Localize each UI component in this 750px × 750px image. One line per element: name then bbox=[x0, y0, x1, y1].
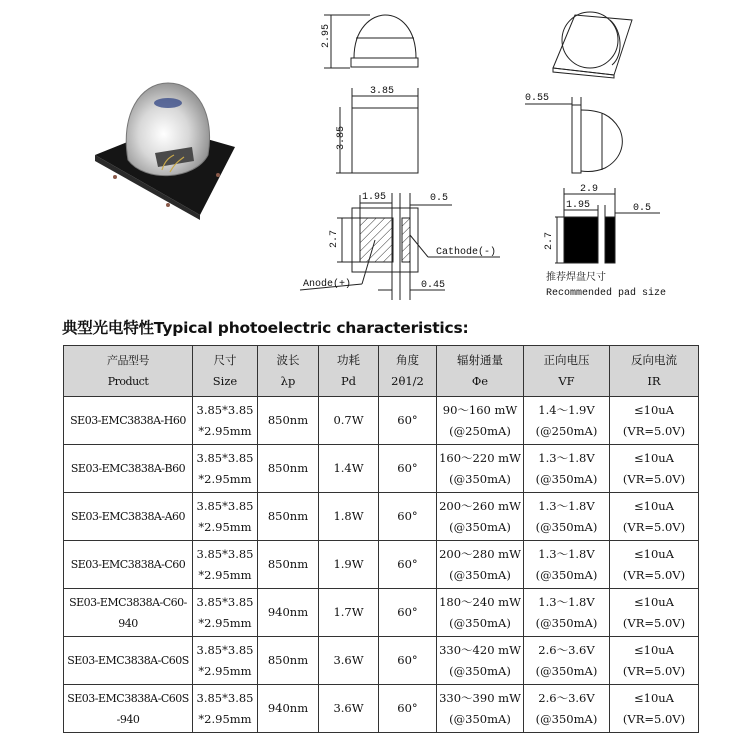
cell-product: SE03-EMC3838A-C60- 940 bbox=[64, 589, 193, 637]
cell-power: 3.6W bbox=[319, 637, 379, 685]
pad-a-width-label: 1.95 bbox=[362, 192, 387, 203]
cell-ir: ≤10uA (VR=5.0V) bbox=[610, 637, 699, 685]
cell-product: SE03-EMC3838A-C60S bbox=[64, 637, 193, 685]
cell-power: 0.7W bbox=[319, 397, 379, 445]
cathode-label: Cathode(-) bbox=[436, 247, 497, 258]
cell-power: 1.8W bbox=[319, 493, 379, 541]
bottom-view-drawing bbox=[300, 192, 500, 300]
rec-title-cn: 推荐焊盘尺寸 bbox=[546, 273, 606, 284]
cell-wavelength: 850nm bbox=[258, 397, 319, 445]
cell-size: 3.85*3.85 *2.95mm bbox=[193, 685, 258, 733]
cell-wavelength: 940nm bbox=[258, 589, 319, 637]
header-flux: 辐射通量 Φe bbox=[437, 346, 524, 397]
cell-ir: ≤10uA (VR=5.0V) bbox=[610, 397, 699, 445]
cell-flux: 330～420 mW (@350mA) bbox=[437, 637, 524, 685]
cell-power: 1.7W bbox=[319, 589, 379, 637]
anode-label: Anode(+) bbox=[303, 279, 352, 290]
cell-wavelength: 850nm bbox=[258, 445, 319, 493]
isometric-outline-drawing bbox=[553, 12, 632, 78]
cell-power: 1.4W bbox=[319, 445, 379, 493]
cell-size: 3.85*3.85 *2.95mm bbox=[193, 493, 258, 541]
cell-product: SE03-EMC3838A-H60 bbox=[64, 397, 193, 445]
cell-ir: ≤10uA (VR=5.0V) bbox=[610, 493, 699, 541]
cell-ir: ≤10uA (VR=5.0V) bbox=[610, 541, 699, 589]
header-ir: 反向电流 IR bbox=[610, 346, 699, 397]
cell-flux: 200～260 mW (@350mA) bbox=[437, 493, 524, 541]
pad-gap-label: 0.5 bbox=[430, 193, 449, 204]
table-row bbox=[64, 589, 699, 637]
cell-angle: 60° bbox=[379, 493, 437, 541]
section-title: 典型光电特性Typical photoelectric characteristics: bbox=[62, 319, 469, 337]
characteristics-table bbox=[63, 345, 699, 733]
table-row bbox=[64, 685, 699, 733]
cell-angle: 60° bbox=[379, 685, 437, 733]
rec-height-label: 2.7 bbox=[544, 231, 555, 250]
cell-wavelength: 850nm bbox=[258, 637, 319, 685]
table-row bbox=[64, 493, 699, 541]
cell-size: 3.85*3.85 *2.95mm bbox=[193, 445, 258, 493]
height-dimension-label: 2.95 bbox=[321, 23, 332, 48]
recommended-pad-drawing bbox=[544, 184, 666, 299]
dimension-drawings bbox=[0, 0, 750, 310]
cell-size: 3.85*3.85 *2.95mm bbox=[193, 637, 258, 685]
rec-total-width-label: 2.9 bbox=[580, 184, 599, 195]
cell-size: 3.85*3.85 *2.95mm bbox=[193, 589, 258, 637]
cell-product: SE03-EMC3838A-C60 bbox=[64, 541, 193, 589]
cell-angle: 60° bbox=[379, 445, 437, 493]
cell-ir: ≤10uA (VR=5.0V) bbox=[610, 685, 699, 733]
right-side-view-drawing bbox=[525, 93, 622, 173]
top-view-drawing bbox=[336, 86, 418, 173]
cell-wavelength: 940nm bbox=[258, 685, 319, 733]
header-wavelength: 波长 λp bbox=[258, 346, 319, 397]
rec-pad-width-label: 1.95 bbox=[566, 200, 591, 211]
table-row bbox=[64, 541, 699, 589]
header-size: 尺寸 Size bbox=[193, 346, 258, 397]
cell-product: SE03-EMC3838A-A60 bbox=[64, 493, 193, 541]
cell-angle: 60° bbox=[379, 637, 437, 685]
table-row bbox=[64, 397, 699, 445]
cell-flux: 160～220 mW (@350mA) bbox=[437, 445, 524, 493]
table-header-row bbox=[64, 346, 699, 397]
header-vf: 正向电压 VF bbox=[524, 346, 610, 397]
cell-power: 3.6W bbox=[319, 685, 379, 733]
width-dimension-label: 3.85 bbox=[370, 86, 395, 97]
board-thickness-label: 0.55 bbox=[525, 93, 550, 104]
cell-size: 3.85*3.85 *2.95mm bbox=[193, 541, 258, 589]
cell-product: SE03-EMC3838A-C60S -940 bbox=[64, 685, 193, 733]
cell-vf: 2.6～3.6V (@350mA) bbox=[524, 637, 610, 685]
table-row bbox=[64, 445, 699, 493]
cell-flux: 180～240 mW (@350mA) bbox=[437, 589, 524, 637]
depth-dimension-label: 3.85 bbox=[336, 125, 347, 150]
pad-c-width-label: 0.45 bbox=[421, 280, 446, 291]
cell-product: SE03-EMC3838A-B60 bbox=[64, 445, 193, 493]
cell-wavelength: 850nm bbox=[258, 541, 319, 589]
cell-vf: 1.4～1.9V (@250mA) bbox=[524, 397, 610, 445]
header-product: 产品型号 Product bbox=[64, 346, 193, 397]
header-power: 功耗 Pd bbox=[319, 346, 379, 397]
cell-angle: 60° bbox=[379, 589, 437, 637]
pad-height-label: 2.7 bbox=[329, 229, 340, 248]
cell-ir: ≤10uA (VR=5.0V) bbox=[610, 445, 699, 493]
cell-vf: 2.6～3.6V (@350mA) bbox=[524, 685, 610, 733]
cell-angle: 60° bbox=[379, 397, 437, 445]
header-angle: 角度 2θ1/2 bbox=[379, 346, 437, 397]
side-view-drawing bbox=[321, 15, 418, 68]
cell-flux: 90～160 mW (@250mA) bbox=[437, 397, 524, 445]
cell-vf: 1.3～1.8V (@350mA) bbox=[524, 445, 610, 493]
cell-flux: 330～390 mW (@350mA) bbox=[437, 685, 524, 733]
cell-vf: 1.3～1.8V (@350mA) bbox=[524, 589, 610, 637]
cell-power: 1.9W bbox=[319, 541, 379, 589]
cell-size: 3.85*3.85 *2.95mm bbox=[193, 397, 258, 445]
cell-angle: 60° bbox=[379, 541, 437, 589]
cell-vf: 1.3～1.8V (@350mA) bbox=[524, 493, 610, 541]
rec-title-en: Recommended pad size bbox=[546, 288, 667, 299]
cell-vf: 1.3～1.8V (@350mA) bbox=[524, 541, 610, 589]
cell-wavelength: 850nm bbox=[258, 493, 319, 541]
rec-gap-label: 0.5 bbox=[633, 203, 652, 214]
cell-flux: 200～280 mW (@350mA) bbox=[437, 541, 524, 589]
cell-ir: ≤10uA (VR=5.0V) bbox=[610, 589, 699, 637]
table-row bbox=[64, 637, 699, 685]
